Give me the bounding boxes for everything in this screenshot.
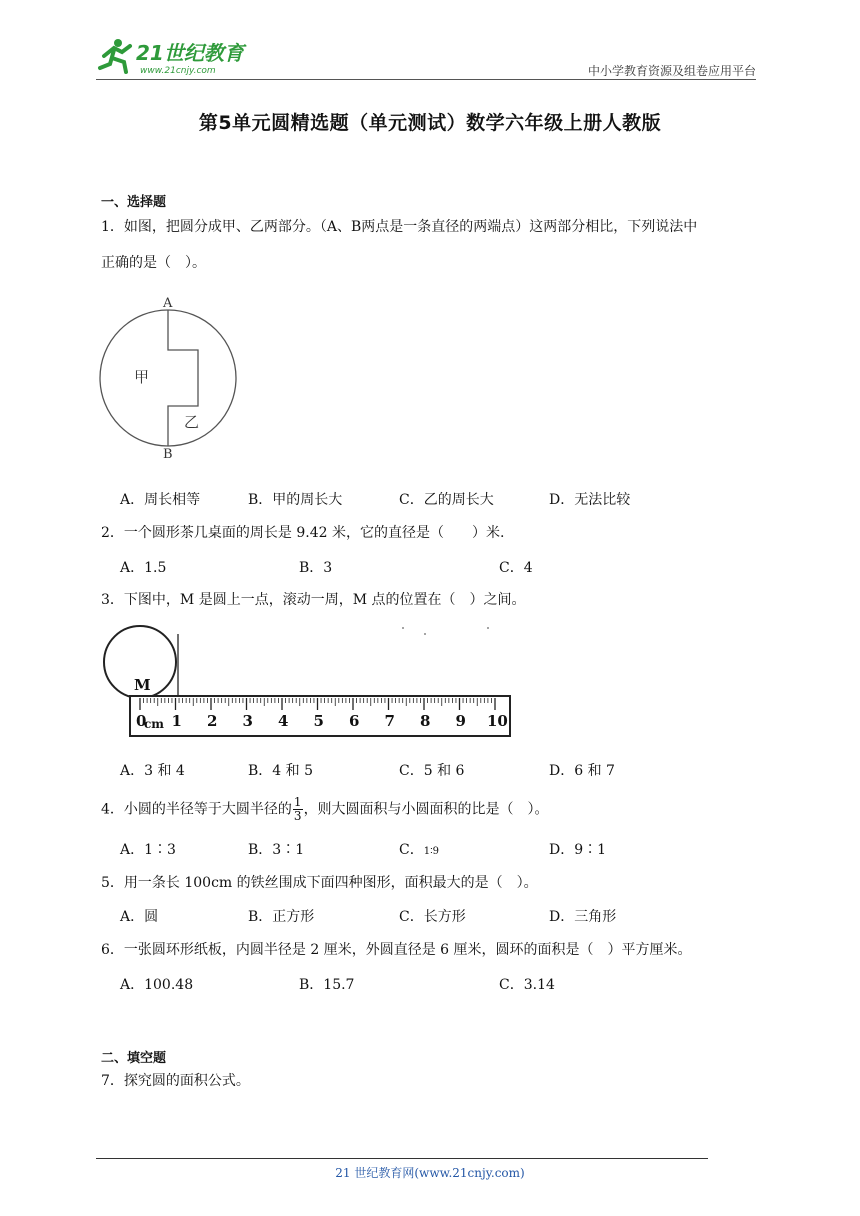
- question-5: 5．用一条长 100cm 的铁丝围成下面四种图形，面积最大的是（ ）。: [101, 875, 538, 891]
- option-c[interactable]: C．乙的周长大: [399, 492, 494, 508]
- option-c-value: 1∶9: [423, 846, 440, 857]
- label-a: A: [163, 296, 173, 311]
- question-7: 7．探究圆的面积公式。: [101, 1073, 250, 1089]
- question-4-text-after: ，则大圆面积与小圆面积的比是（ ）。: [303, 801, 549, 818]
- ruler-label: 2: [207, 712, 218, 730]
- question-5-options: [120, 906, 780, 928]
- option-a[interactable]: A．1∶3: [120, 842, 176, 858]
- footer-text: 21 世纪教育网(www.21cnjy.com): [335, 1166, 525, 1180]
- question-3-figure: [100, 622, 520, 752]
- dot-mark: [487, 627, 489, 629]
- option-c-prefix: C．: [399, 842, 424, 858]
- option-a[interactable]: A．圆: [120, 909, 159, 925]
- option-a[interactable]: A．1.5: [120, 560, 167, 576]
- option-b[interactable]: B．15.7: [299, 977, 355, 993]
- ruler-unit: cm: [144, 717, 165, 731]
- ruler-label: 7: [384, 712, 395, 730]
- question-4: [101, 796, 760, 823]
- option-d[interactable]: D．9∶1: [549, 842, 607, 858]
- site-logo: [96, 34, 256, 78]
- ruler-label: 9: [455, 712, 466, 730]
- ruler-label: 10: [487, 712, 508, 730]
- ruler-label: 6: [349, 712, 360, 730]
- question-4-text-before: 4．小圆的半径等于大圆半径的: [101, 801, 292, 818]
- dot-mark: [402, 627, 404, 629]
- option-d[interactable]: D．6 和 7: [549, 763, 615, 779]
- fraction-numerator: 1: [293, 795, 302, 809]
- question-1-line2: 正确的是（ ）。: [101, 255, 206, 271]
- label-b: B: [163, 447, 173, 462]
- dot-mark: [424, 633, 426, 635]
- question-6-options: [120, 974, 780, 996]
- option-c[interactable]: C．5 和 6: [399, 763, 465, 779]
- section-heading-fill: 二、填空题: [101, 1051, 167, 1066]
- question-4-options: [120, 839, 780, 861]
- option-a[interactable]: A．3 和 4: [120, 763, 185, 779]
- option-a[interactable]: A．100.48: [120, 977, 194, 993]
- label-yi: 乙: [184, 413, 200, 431]
- option-b[interactable]: B．3∶1: [248, 842, 305, 858]
- ruler-label: 3: [242, 712, 253, 730]
- question-6: 6．一张圆环形纸板，内圆半径是 2 厘米，外圆直径是 6 厘米，圆环的面积是（ ）平方厘米。: [101, 942, 692, 958]
- header-platform-text: 中小学教育资源及组卷应用平台: [587, 64, 756, 78]
- footer-divider: [96, 1158, 708, 1159]
- option-c[interactable]: C．长方形: [399, 909, 466, 925]
- fraction-denominator: 3: [293, 809, 302, 823]
- option-b[interactable]: B．4 和 5: [248, 763, 314, 779]
- runner-icon: [100, 39, 130, 72]
- label-m: M: [134, 676, 151, 694]
- option-c[interactable]: [399, 839, 439, 859]
- header-divider: [96, 79, 756, 80]
- ruler-label: 4: [278, 712, 289, 730]
- page-title: 第5单元圆精选题（单元测试）数学六年级上册人教版: [198, 112, 662, 134]
- question-3: 3．下图中，M 是圆上一点，滚动一周，M 点的位置在（ ）之间。: [101, 592, 526, 608]
- question-1-line1: 1．如图，把圆分成甲、乙两部分。（A、B两点是一条直径的两端点）这两部分相比，下列说法中: [101, 219, 698, 235]
- ruler-label: 8: [420, 712, 431, 730]
- section-heading-choice: 一、选择题: [101, 195, 167, 210]
- fraction: [293, 796, 303, 823]
- option-d[interactable]: D．无法比较: [549, 492, 631, 508]
- ruler-label: 5: [313, 712, 324, 730]
- label-jia: 甲: [134, 368, 150, 386]
- option-c[interactable]: C．3.14: [499, 977, 555, 993]
- question-1-options: [120, 489, 780, 511]
- option-b[interactable]: B．3: [299, 560, 333, 576]
- option-b[interactable]: B．甲的周长大: [248, 492, 343, 508]
- option-a[interactable]: A．周长相等: [120, 492, 201, 508]
- question-1-figure: [98, 292, 238, 462]
- logo-url: www.21cnjy.com: [140, 66, 216, 76]
- logo-text: 21世纪教育: [136, 41, 244, 65]
- question-2: 2．一个圆形茶几桌面的周长是 9.42 米，它的直径是（ ）米.: [101, 525, 505, 541]
- option-c[interactable]: C．4: [499, 560, 533, 576]
- option-b[interactable]: B．正方形: [248, 909, 315, 925]
- question-2-options: [120, 557, 780, 579]
- question-1: [101, 214, 760, 276]
- option-d[interactable]: D．三角形: [549, 909, 617, 925]
- ruler-label: 0: [136, 712, 147, 730]
- question-3-options: [120, 760, 780, 782]
- ruler-label: 1: [171, 712, 182, 730]
